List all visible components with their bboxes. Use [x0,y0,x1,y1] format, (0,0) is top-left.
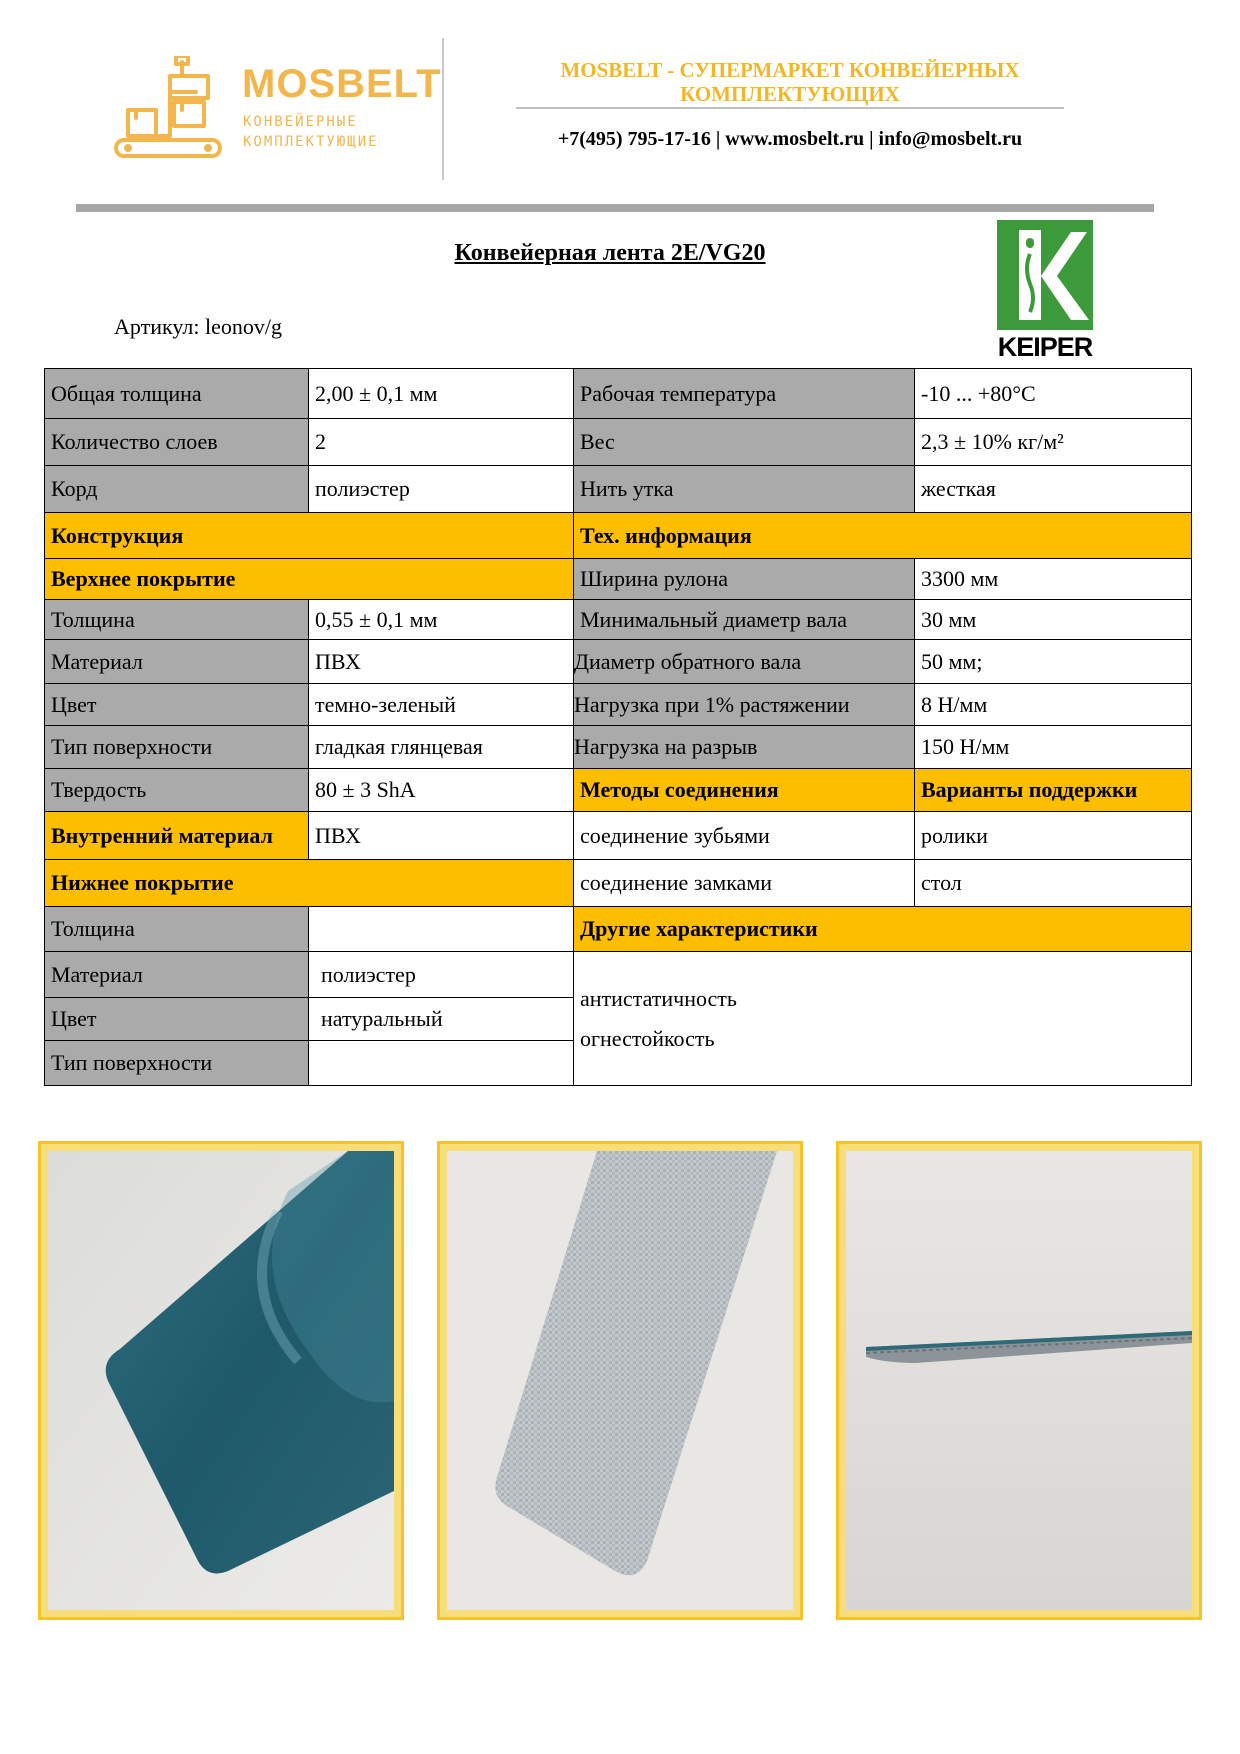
label-weft: Нить утка [573,465,915,513]
photo-belt-profile [836,1141,1202,1620]
other-characteristics-list [573,951,1192,1086]
heading-tech-info: Тех. информация [573,512,1192,559]
value-bottom-color: натуральный [308,997,574,1041]
label-return-shaft-diameter: Диаметр обратного вала [573,639,915,684]
keiper-wordmark: KEIPER [997,332,1093,362]
label-bottom-thickness: Толщина [44,906,309,952]
label-inner-material: Внутренний материал [44,811,309,860]
label-layers: Количество слоев [44,418,309,466]
label-bottom-color: Цвет [44,997,309,1041]
value-working-temperature: -10 ... +80°C [914,368,1192,419]
label-hardness: Твердость [44,768,309,812]
value-return-shaft-diameter: 50 мм; [914,639,1192,684]
page-title: Конвейерная лента 2E/VG20 [454,240,766,266]
label-weight: Вес [573,418,915,466]
slogan-underline [516,107,1064,109]
photo-top-surface [38,1141,404,1620]
label-top-surface: Тип поверхности [44,725,309,769]
label-working-temperature: Рабочая температура [573,368,915,419]
brand-tagline [243,112,379,152]
label-break-load: Нагрузка на разрыв [573,725,915,769]
value-cord: полиэстер [308,465,574,513]
value-roll-width: 3300 мм [914,558,1192,600]
label-min-shaft-diameter: Минимальный диаметр вала [573,599,915,640]
slogan-line-1: MOSBELT - СУПЕРМАРКЕТ КОНВЕЙЕРНЫХ [560,58,1020,82]
header-separator-bar [76,204,1154,212]
other-characteristic-fire-resistant: огнестойкость [580,1025,715,1051]
photo-bottom-surface [437,1141,803,1620]
value-weft: жесткая [914,465,1192,513]
value-layers: 2 [308,418,574,466]
keiper-k-icon [997,220,1093,330]
heading-bottom-cover: Нижнее покрытие [44,859,574,907]
value-bottom-material: полиэстер [308,951,574,998]
contact-line: +7(495) 795-17-16 | www.mosbelt.ru | info@mosbelt.ru [557,128,1023,150]
label-roll-width: Ширина рулона [573,558,915,600]
label-top-material: Материал [44,639,309,684]
value-total-thickness: 2,00 ± 0,1 мм [308,368,574,419]
keiper-logo [997,220,1093,360]
label-top-color: Цвет [44,683,309,726]
heading-other-characteristics: Другие характеристики [573,906,1192,952]
conveyor-robot-icon [112,56,232,162]
label-top-thickness: Толщина [44,599,309,640]
heading-support-options: Варианты поддержки [914,768,1192,812]
photo-belt-profile-image [846,1151,1192,1610]
value-top-surface: гладкая глянцевая [308,725,574,769]
value-weight: 2,3 ± 10% кг/м² [914,418,1192,466]
joining-method-teeth: соединение зубьями [573,811,915,860]
value-bottom-thickness [308,906,574,952]
heading-top-cover: Верхнее покрытие [44,558,574,600]
slogan-line-2: КОМПЛЕКТУЮЩИХ [680,82,900,106]
heading-joining-methods: Методы соединения [573,768,915,812]
other-characteristic-antistatic: антистатичность [580,985,737,1011]
brand-name: MOSBELT [242,62,442,106]
label-bottom-surface: Тип поверхности [44,1040,309,1086]
brand-tagline-line-2: КОМПЛЕКТУЮЩИЕ [243,134,379,150]
article-number: Артикул: leonov/g [114,314,282,339]
value-top-thickness: 0,55 ± 0,1 мм [308,599,574,640]
photo-top-surface-image [48,1151,394,1610]
label-cord: Корд [44,465,309,513]
joining-method-locks: соединение замками [573,859,915,907]
photo-bottom-surface-image [447,1151,793,1610]
value-load-1pct: 8 Н/мм [914,683,1192,726]
value-min-shaft-diameter: 30 мм [914,599,1192,640]
label-bottom-material: Материал [44,951,309,998]
value-bottom-surface [308,1040,574,1086]
brand-tagline-line-1: КОНВЕЙЕРНЫЕ [243,114,358,130]
spec-table [44,368,1192,1086]
label-total-thickness: Общая толщина [44,368,309,419]
label-load-1pct: Нагрузка при 1% растяжении [573,683,915,726]
value-inner-material: ПВХ [308,811,574,860]
value-break-load: 150 Н/мм [914,725,1192,769]
support-option-rollers: ролики [914,811,1192,860]
header-divider [442,38,444,180]
value-top-color: темно-зеленый [308,683,574,726]
header-slogan [516,58,1064,106]
support-option-table: стол [914,859,1192,907]
heading-construction: Конструкция [44,512,574,559]
value-top-material: ПВХ [308,639,574,684]
mosbelt-logo [112,56,442,166]
value-hardness: 80 ± 3 ShA [308,768,574,812]
